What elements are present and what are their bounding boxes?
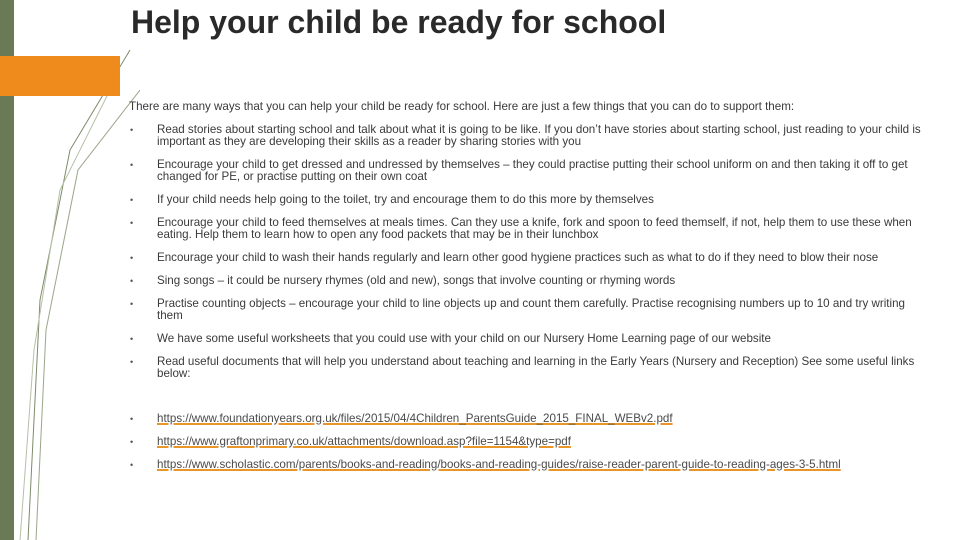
bullet-icon: • bbox=[130, 276, 134, 286]
scholastic-link[interactable]: https://www.scholastic.com/parents/books-and-reading/books-and-reading-guides/raise-reader-parent-guide-to-reading-ages-3-5.html bbox=[157, 458, 841, 471]
link-list-item bbox=[129, 459, 929, 471]
bullet-icon: • bbox=[130, 460, 134, 470]
list-item-text: We have some useful worksheets that you could use with your child on our Nursery Home Learning page of our website bbox=[157, 332, 771, 345]
bullet-icon: • bbox=[130, 334, 134, 344]
list-item-text: Encourage your child to feed themselves at meals times. Can they use a knife, fork and spoon to feed themself, if not, help them to use these when eating. Help them to learn how to open any food packets that may be in their lunchbox bbox=[157, 216, 912, 241]
list-item bbox=[129, 333, 929, 345]
bullet-icon: • bbox=[130, 357, 134, 367]
list-item bbox=[129, 356, 929, 380]
list-item-text: Sing songs – it could be nursery rhymes (old and new), songs that involve counting or rhyming words bbox=[157, 274, 676, 287]
bullet-icon: • bbox=[130, 414, 134, 424]
list-item bbox=[129, 124, 929, 148]
list-item-text: Encourage your child to wash their hands regularly and learn other good hygiene practices such as what to do if they need to blow their nose bbox=[157, 251, 879, 264]
list-item bbox=[129, 252, 929, 264]
list-item-text: Encourage your child to get dressed and undressed by themselves – they could practise putting their school uniform on and then taking it off to get changed for PE, or practise putting on their own coat bbox=[157, 158, 908, 183]
grafton-primary-link[interactable]: https://www.graftonprimary.co.uk/attachments/download.asp?file=1154&type=pdf bbox=[157, 435, 571, 448]
bullet-icon: • bbox=[130, 160, 134, 170]
list-item bbox=[129, 298, 929, 322]
link-list-item bbox=[129, 436, 929, 448]
bullet-icon: • bbox=[130, 437, 134, 447]
list-item bbox=[129, 159, 929, 183]
list-item bbox=[129, 194, 929, 206]
list-item-text: Practise counting objects – encourage your child to line objects up and count them carefully. Practise recognising numbers up to 10 and try writing them bbox=[157, 297, 905, 322]
slide-title: Help your child be ready for school bbox=[131, 4, 667, 40]
bullet-icon: • bbox=[130, 253, 134, 263]
list-item bbox=[129, 217, 929, 241]
tips-list bbox=[129, 124, 929, 471]
slide-body bbox=[129, 101, 929, 482]
intro-text: There are many ways that you can help your child be ready for school. Here are just a few things that you can do to support them: bbox=[129, 100, 795, 113]
orange-accent-tab bbox=[0, 56, 120, 96]
list-item-text: Read useful documents that will help you understand about teaching and learning in the Early Years (Nursery and Reception) See some useful links below: bbox=[157, 355, 915, 380]
link-list-item bbox=[129, 413, 929, 425]
list-item-text: Read stories about starting school and talk about what it is going to be like. If you don’t have stories about starting school, just reading to your child is important as they are developing their skills as a reader by sharing stories with you bbox=[157, 123, 921, 148]
bullet-icon: • bbox=[130, 299, 134, 309]
bullet-icon: • bbox=[130, 125, 134, 135]
foundation-years-link[interactable]: https://www.foundationyears.org.uk/files/2015/04/4Children_ParentsGuide_2015_FINAL_WEBv2.pdf bbox=[157, 412, 673, 425]
bullet-icon: • bbox=[130, 195, 134, 205]
list-item-text: If your child needs help going to the toilet, try and encourage them to do this more by themselves bbox=[157, 193, 654, 206]
list-item bbox=[129, 275, 929, 287]
bullet-icon: • bbox=[130, 218, 134, 228]
